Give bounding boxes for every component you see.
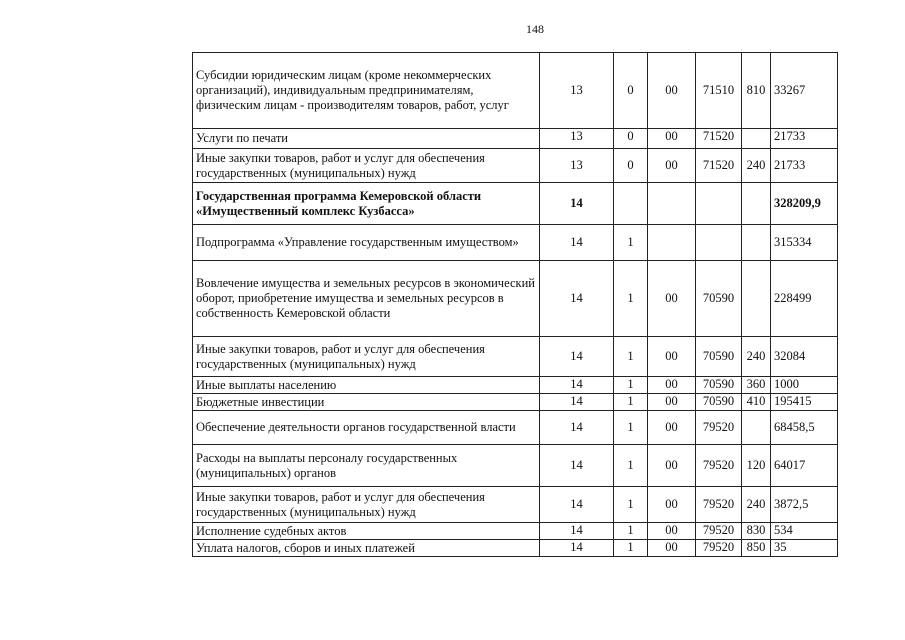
- amount: 534: [771, 523, 838, 540]
- subprogram-code: 00: [648, 540, 696, 557]
- table-row: [193, 540, 838, 557]
- program-code: 1: [614, 377, 648, 394]
- table-row: [193, 411, 838, 445]
- direction-code: 71520: [696, 149, 742, 183]
- direction-code: [696, 225, 742, 261]
- expense-type-code: [742, 129, 771, 149]
- program-code: 1: [614, 411, 648, 445]
- table-row: [193, 445, 838, 487]
- subprogram-code: 00: [648, 487, 696, 523]
- direction-code: 79520: [696, 445, 742, 487]
- section-code: 14: [540, 377, 614, 394]
- amount: 228499: [771, 261, 838, 337]
- program-code: 1: [614, 445, 648, 487]
- section-code: 14: [540, 487, 614, 523]
- budget-table: [192, 52, 838, 557]
- row-name: Иные выплаты населению: [193, 377, 540, 394]
- table-row: [193, 394, 838, 411]
- subprogram-code: 00: [648, 377, 696, 394]
- table-row: [193, 523, 838, 540]
- expense-type-code: 240: [742, 149, 771, 183]
- table-row: [193, 337, 838, 377]
- subprogram-code: 00: [648, 445, 696, 487]
- expense-type-code: 850: [742, 540, 771, 557]
- subprogram-code: 00: [648, 411, 696, 445]
- row-name: Расходы на выплаты персоналу государственных (муниципальных) органов: [193, 445, 540, 487]
- program-code: 1: [614, 394, 648, 411]
- expense-type-code: 360: [742, 377, 771, 394]
- program-code: [614, 183, 648, 225]
- section-code: 14: [540, 394, 614, 411]
- direction-code: 71520: [696, 129, 742, 149]
- amount: 328209,9: [771, 183, 838, 225]
- row-name: Подпрограмма «Управление государственным имуществом»: [193, 225, 540, 261]
- section-code: 14: [540, 411, 614, 445]
- expense-type-code: 830: [742, 523, 771, 540]
- expense-type-code: 410: [742, 394, 771, 411]
- table-row: [193, 149, 838, 183]
- row-name: Бюджетные инвестиции: [193, 394, 540, 411]
- amount: 3872,5: [771, 487, 838, 523]
- table-row: [193, 261, 838, 337]
- subprogram-code: 00: [648, 337, 696, 377]
- amount: 32084: [771, 337, 838, 377]
- amount: 21733: [771, 149, 838, 183]
- section-code: 13: [540, 53, 614, 129]
- amount: 68458,5: [771, 411, 838, 445]
- program-code: 1: [614, 261, 648, 337]
- amount: 1000: [771, 377, 838, 394]
- row-name: Субсидии юридическим лицам (кроме некоммерческих организаций), индивидуальным предпринимателям, физическим лицам - производителям товаров, работ, услуг: [193, 53, 540, 129]
- subprogram-code: 00: [648, 261, 696, 337]
- subprogram-code: 00: [648, 394, 696, 411]
- section-code: 13: [540, 129, 614, 149]
- row-name: Государственная программа Кемеровской области «Имущественный комплекс Кузбасса»: [193, 183, 540, 225]
- expense-type-code: 810: [742, 53, 771, 129]
- direction-code: 79520: [696, 523, 742, 540]
- expense-type-code: [742, 261, 771, 337]
- direction-code: 70590: [696, 337, 742, 377]
- table-row: [193, 225, 838, 261]
- row-name: Исполнение судебных актов: [193, 523, 540, 540]
- table-row: [193, 129, 838, 149]
- subprogram-code: [648, 183, 696, 225]
- section-code: 14: [540, 445, 614, 487]
- program-code: 1: [614, 487, 648, 523]
- program-code: 1: [614, 540, 648, 557]
- expense-type-code: 120: [742, 445, 771, 487]
- amount: 64017: [771, 445, 838, 487]
- direction-code: 79520: [696, 411, 742, 445]
- program-code: 1: [614, 225, 648, 261]
- amount: 21733: [771, 129, 838, 149]
- expense-type-code: 240: [742, 337, 771, 377]
- section-code: 14: [540, 225, 614, 261]
- section-code: 13: [540, 149, 614, 183]
- row-name: Уплата налогов, сборов и иных платежей: [193, 540, 540, 557]
- direction-code: 70590: [696, 394, 742, 411]
- amount: 33267: [771, 53, 838, 129]
- section-code: 14: [540, 337, 614, 377]
- row-name: Иные закупки товаров, работ и услуг для обеспечения государственных (муниципальных) нужд: [193, 487, 540, 523]
- subprogram-code: 00: [648, 53, 696, 129]
- section-code: 14: [540, 261, 614, 337]
- subprogram-code: 00: [648, 149, 696, 183]
- table-row: [193, 377, 838, 394]
- row-name: Иные закупки товаров, работ и услуг для обеспечения государственных (муниципальных) нужд: [193, 149, 540, 183]
- section-code: 14: [540, 183, 614, 225]
- direction-code: 79520: [696, 540, 742, 557]
- program-code: 1: [614, 337, 648, 377]
- row-name: Обеспечение деятельности органов государственной власти: [193, 411, 540, 445]
- expense-type-code: [742, 411, 771, 445]
- direction-code: 70590: [696, 261, 742, 337]
- subprogram-code: 00: [648, 129, 696, 149]
- row-name: Иные закупки товаров, работ и услуг для обеспечения государственных (муниципальных) нужд: [193, 337, 540, 377]
- row-name: Услуги по печати: [193, 129, 540, 149]
- program-code: 0: [614, 129, 648, 149]
- section-code: 14: [540, 540, 614, 557]
- direction-code: 71510: [696, 53, 742, 129]
- direction-code: 70590: [696, 377, 742, 394]
- amount: 35: [771, 540, 838, 557]
- direction-code: [696, 183, 742, 225]
- expense-type-code: [742, 183, 771, 225]
- program-code: 0: [614, 149, 648, 183]
- amount: 315334: [771, 225, 838, 261]
- subprogram-code: 00: [648, 523, 696, 540]
- page-number: 148: [526, 22, 544, 36]
- section-code: 14: [540, 523, 614, 540]
- program-code: 1: [614, 523, 648, 540]
- table-row: [193, 53, 838, 129]
- program-code: 0: [614, 53, 648, 129]
- amount: 195415: [771, 394, 838, 411]
- table-row: [193, 487, 838, 523]
- expense-type-code: [742, 225, 771, 261]
- row-name: Вовлечение имущества и земельных ресурсов в экономический оборот, приобретение имущества и земельных ресурсов в собственность Кемеровской области: [193, 261, 540, 337]
- table-row: [193, 183, 838, 225]
- expense-type-code: 240: [742, 487, 771, 523]
- subprogram-code: [648, 225, 696, 261]
- direction-code: 79520: [696, 487, 742, 523]
